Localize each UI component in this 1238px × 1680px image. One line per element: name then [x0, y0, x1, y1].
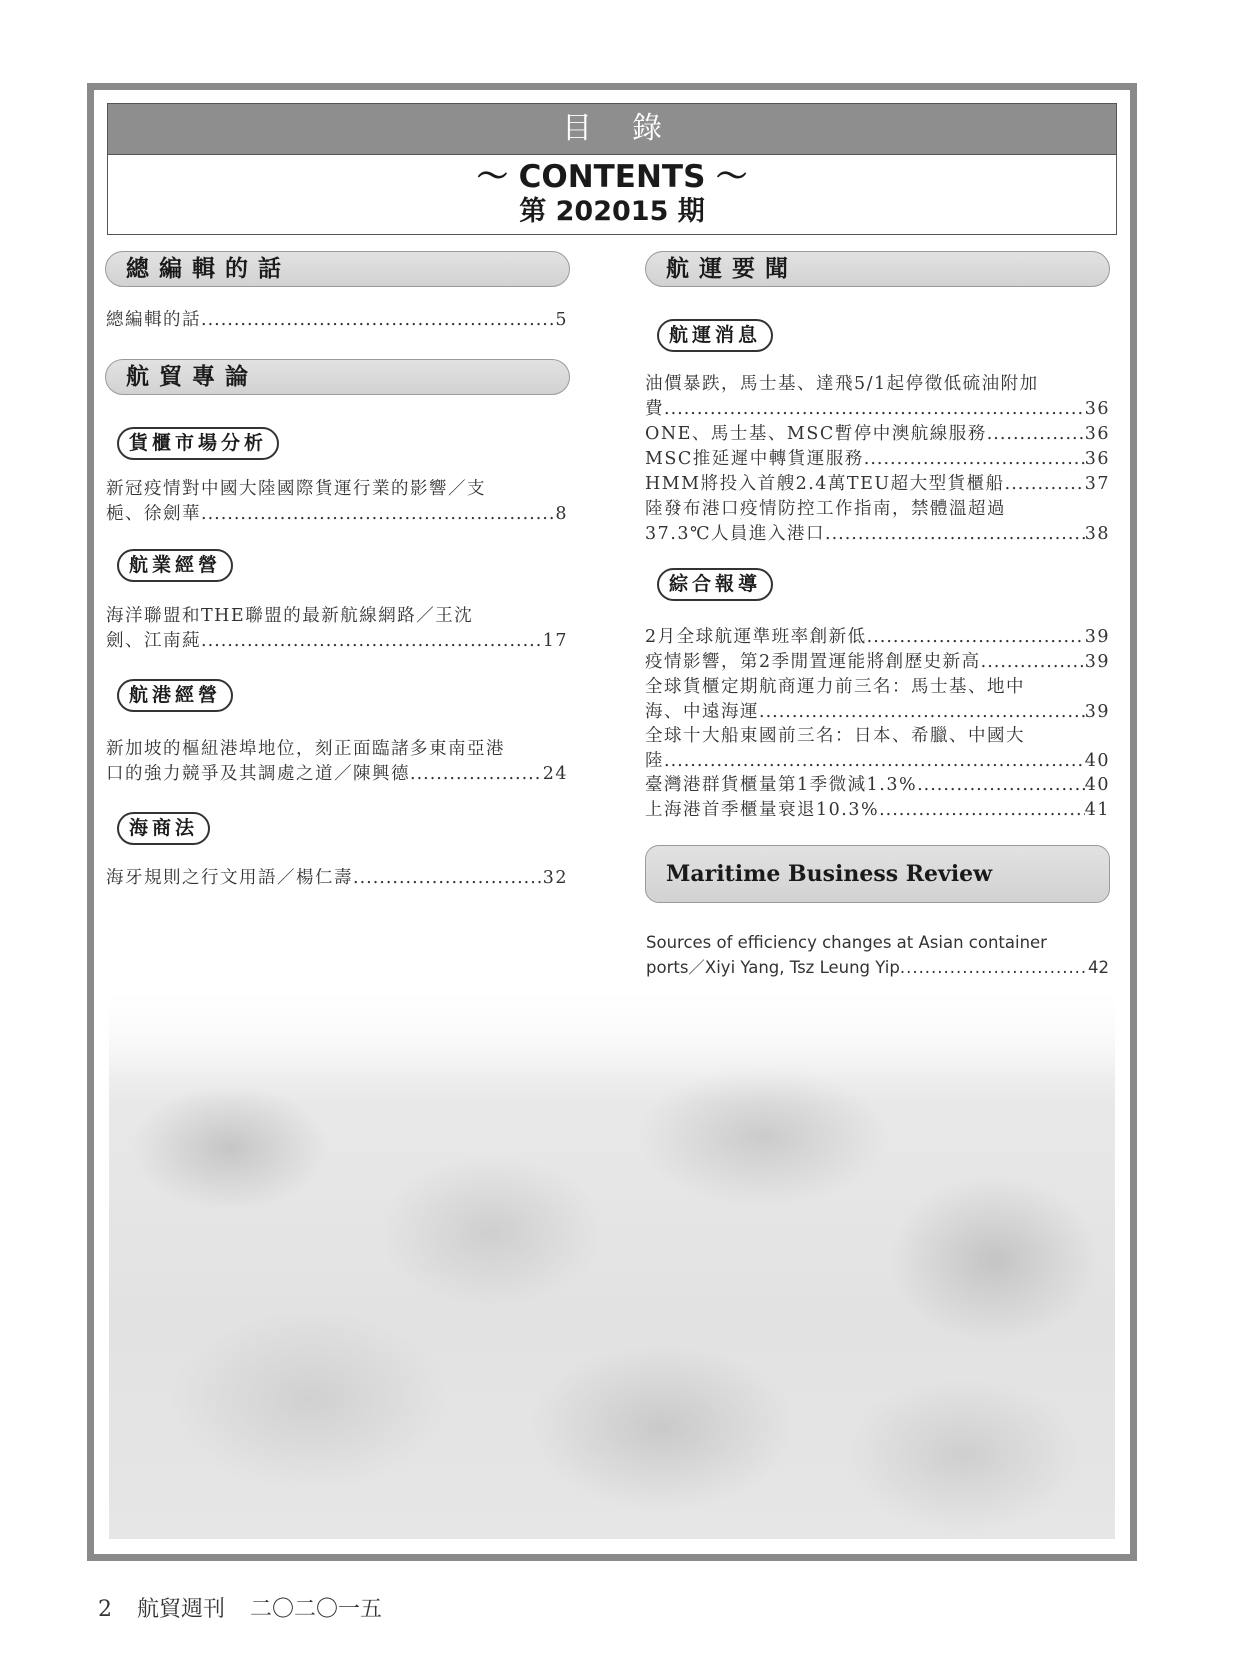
toc-entry[interactable]: ONE、馬士基、MSC暫停中澳航線服務 ..... 36: [645, 422, 1110, 447]
toc-entry[interactable]: MSC推延遲中轉貨運服務 ..... 36: [645, 447, 1110, 472]
toc-entry[interactable]: HMM將投入首艘2.4萬TEU超大型貨櫃船 ..... 37: [645, 472, 1110, 497]
toc-entry[interactable]: 海牙規則之行文用語／楊仁壽 ..... 32: [106, 866, 568, 891]
toc-entry[interactable]: 新加坡的樞紐港埠地位，刻正面臨諸多東南亞港 口的強力競爭及其調處之道／陳興德 ..... 24: [106, 737, 568, 787]
section-shipping-news[interactable]: 航運要聞: [645, 251, 1110, 287]
category-container-market[interactable]: 貨櫃市場分析: [117, 427, 279, 460]
category-shipping-business[interactable]: 航業經營: [117, 549, 233, 582]
section-editor-note[interactable]: 總編輯的話: [105, 251, 570, 287]
toc-entry[interactable]: 陸發布港口疫情防控工作指南，禁體溫超過 37.3℃人員進入港口 ..... 38: [645, 497, 1110, 547]
category-shipping-news[interactable]: 航運消息: [657, 319, 773, 352]
toc-entry[interactable]: 2月全球航運準班率創新低 ..... 39: [645, 625, 1110, 650]
page-footer: [98, 1592, 400, 1623]
category-maritime-law[interactable]: 海商法: [117, 812, 210, 845]
header-title-cn: 目錄: [108, 104, 1116, 155]
contents-header: [107, 103, 1117, 235]
marble-background: [109, 980, 1115, 1539]
toc-entry[interactable]: 油價暴跌，馬士基、達飛5/1起停徵低硫油附加 費 ..... 36: [645, 372, 1110, 422]
header-title-en: ～ CONTENTS ～: [476, 159, 748, 195]
toc-entry[interactable]: 海洋聯盟和THE聯盟的最新航線網路／王沈 劍、江南蒓 ..... 17: [106, 604, 568, 654]
toc-entry[interactable]: 臺灣港群貨櫃量第1季微減1.3% ..... 40: [645, 773, 1110, 798]
toc-entry[interactable]: 疫情影響，第2季閒置運能將創歷史新高 ..... 39: [645, 650, 1110, 675]
section-trade-commentary[interactable]: 航貿專論: [105, 359, 570, 395]
section-maritime-business-review[interactable]: Maritime Business Review: [645, 845, 1110, 903]
toc-entry[interactable]: 全球貨櫃定期航商運力前三名：馬士基、地中 海、中遠海運 ..... 39: [645, 675, 1110, 725]
issue-number: 第 202015 期: [519, 196, 705, 227]
category-general-reports[interactable]: 綜合報導: [657, 568, 773, 601]
toc-entry[interactable]: 新冠疫情對中國大陸國際貨運行業的影響／支 梔、徐劍華 ..... 8: [106, 477, 568, 527]
toc-entry[interactable]: 總編輯的話 ..... 5: [106, 308, 568, 333]
toc-entry[interactable]: Sources of efficiency changes at Asian container ports／Xiyi Yang, Tsz Leung Yip ..... 42: [646, 930, 1109, 980]
page-number: 2: [98, 1597, 112, 1622]
publication-name: 航貿週刊: [137, 1597, 226, 1622]
category-port-operation[interactable]: 航港經營: [117, 679, 233, 712]
issue-label: 二〇二〇一五: [250, 1597, 383, 1622]
toc-entry[interactable]: 上海港首季櫃量衰退10.3% ..... 41: [645, 798, 1110, 823]
toc-entry[interactable]: 全球十大船東國前三名：日本、希臘、中國大 陸 ..... 40: [645, 724, 1110, 774]
